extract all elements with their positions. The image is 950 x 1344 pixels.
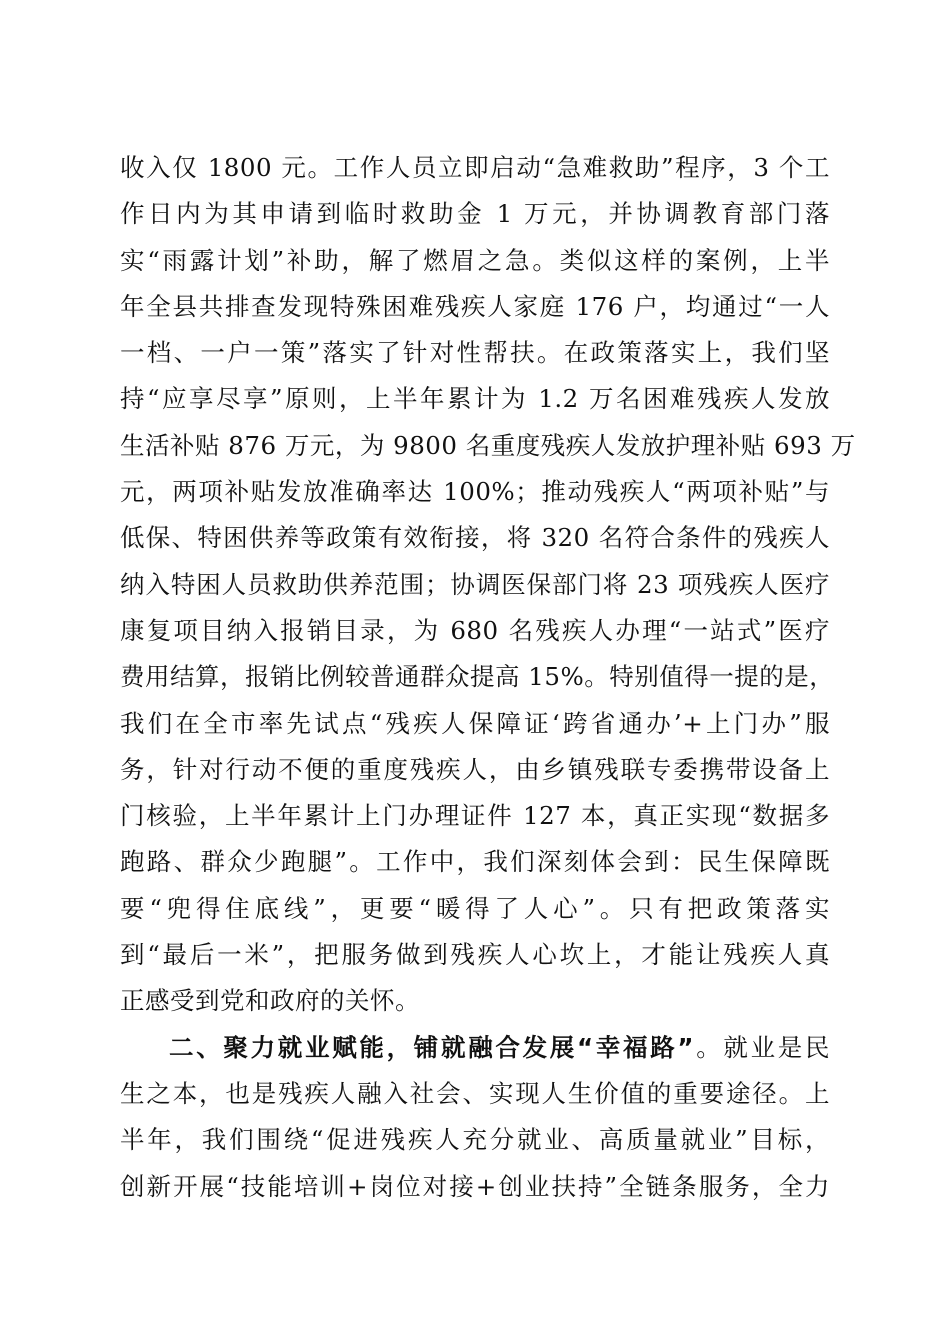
heading-line-rest: 。就业是民 xyxy=(694,1032,830,1062)
section-heading: 二、聚力就业赋能，铺就融合发展“幸福路” xyxy=(169,1032,694,1062)
text-line: 作日内为其申请到临时救助金 1 万元，并协调教育部门落 xyxy=(120,199,830,229)
document-body xyxy=(120,145,856,1210)
paragraph-2 xyxy=(120,1025,830,1210)
text-line: 跑路、群众少跑腿”。工作中，我们深刻体会到：民生保障既 xyxy=(120,847,830,877)
text-line: 我们在全市率先试点“残疾人保障证‘跨省通办’+上门办”服 xyxy=(120,708,830,738)
text-line: 创新开展“技能培训+岗位对接+创业扶持”全链条服务，全力 xyxy=(120,1171,830,1201)
text-line: 持“应享尽享”原则，上半年累计为 1.2 万名困难残疾人发放 xyxy=(120,384,830,414)
paragraph-1 xyxy=(120,145,856,1025)
text-line: 生之本，也是残疾人融入社会、实现人生价值的重要途径。上 xyxy=(120,1078,830,1108)
text-line: 低保、特困供养等政策有效衔接，将 320 名符合条件的残疾人 xyxy=(120,523,830,553)
text-line: 一档、一户一策”落实了针对性帮扶。在政策落实上，我们坚 xyxy=(120,338,830,368)
text-line: 到“最后一米”，把服务做到残疾人心坎上，才能让残疾人真 xyxy=(120,940,830,970)
text-line: 康复项目纳入报销目录，为 680 名残疾人办理“一站式”医疗 xyxy=(120,615,830,645)
text-line: 收入仅 1800 元。工作人员立即启动“急难救助”程序，3 个工 xyxy=(120,153,830,182)
text-line: 年全县共排查发现特殊困难残疾人家庭 176 户，均通过“一人 xyxy=(120,291,830,321)
text-line: 生活补贴 876 万元，为 9800 名重度残疾人发放护理补贴 693 万 xyxy=(120,430,856,460)
text-line: 纳入特困人员救助供养范围；协调医保部门将 23 项残疾人医疗 xyxy=(120,569,830,599)
text-line: 半年，我们围绕“促进残疾人充分就业、高质量就业”目标， xyxy=(120,1125,830,1155)
text-line: 费用结算，报销比例较普通群众提高 15%。特别值得一提的是， xyxy=(120,662,835,692)
text-line: 正感受到党和政府的关怀。 xyxy=(120,986,420,1016)
section-heading-line xyxy=(120,1025,830,1071)
text-line: 门核验，上半年累计上门办理证件 127 本，真正实现“数据多 xyxy=(120,801,830,831)
text-line: 元，两项补贴发放准确率达 100%；推动残疾人“两项补贴”与 xyxy=(120,477,830,507)
text-line: 要“兜得住底线”，更要“暖得了人心”。只有把政策落实 xyxy=(120,893,830,923)
text-line: 务，针对行动不便的重度残疾人，由乡镇残联专委携带设备上 xyxy=(120,754,830,784)
text-line: 实“雨露计划”补助，解了燃眉之急。类似这样的案例，上半 xyxy=(120,245,830,275)
